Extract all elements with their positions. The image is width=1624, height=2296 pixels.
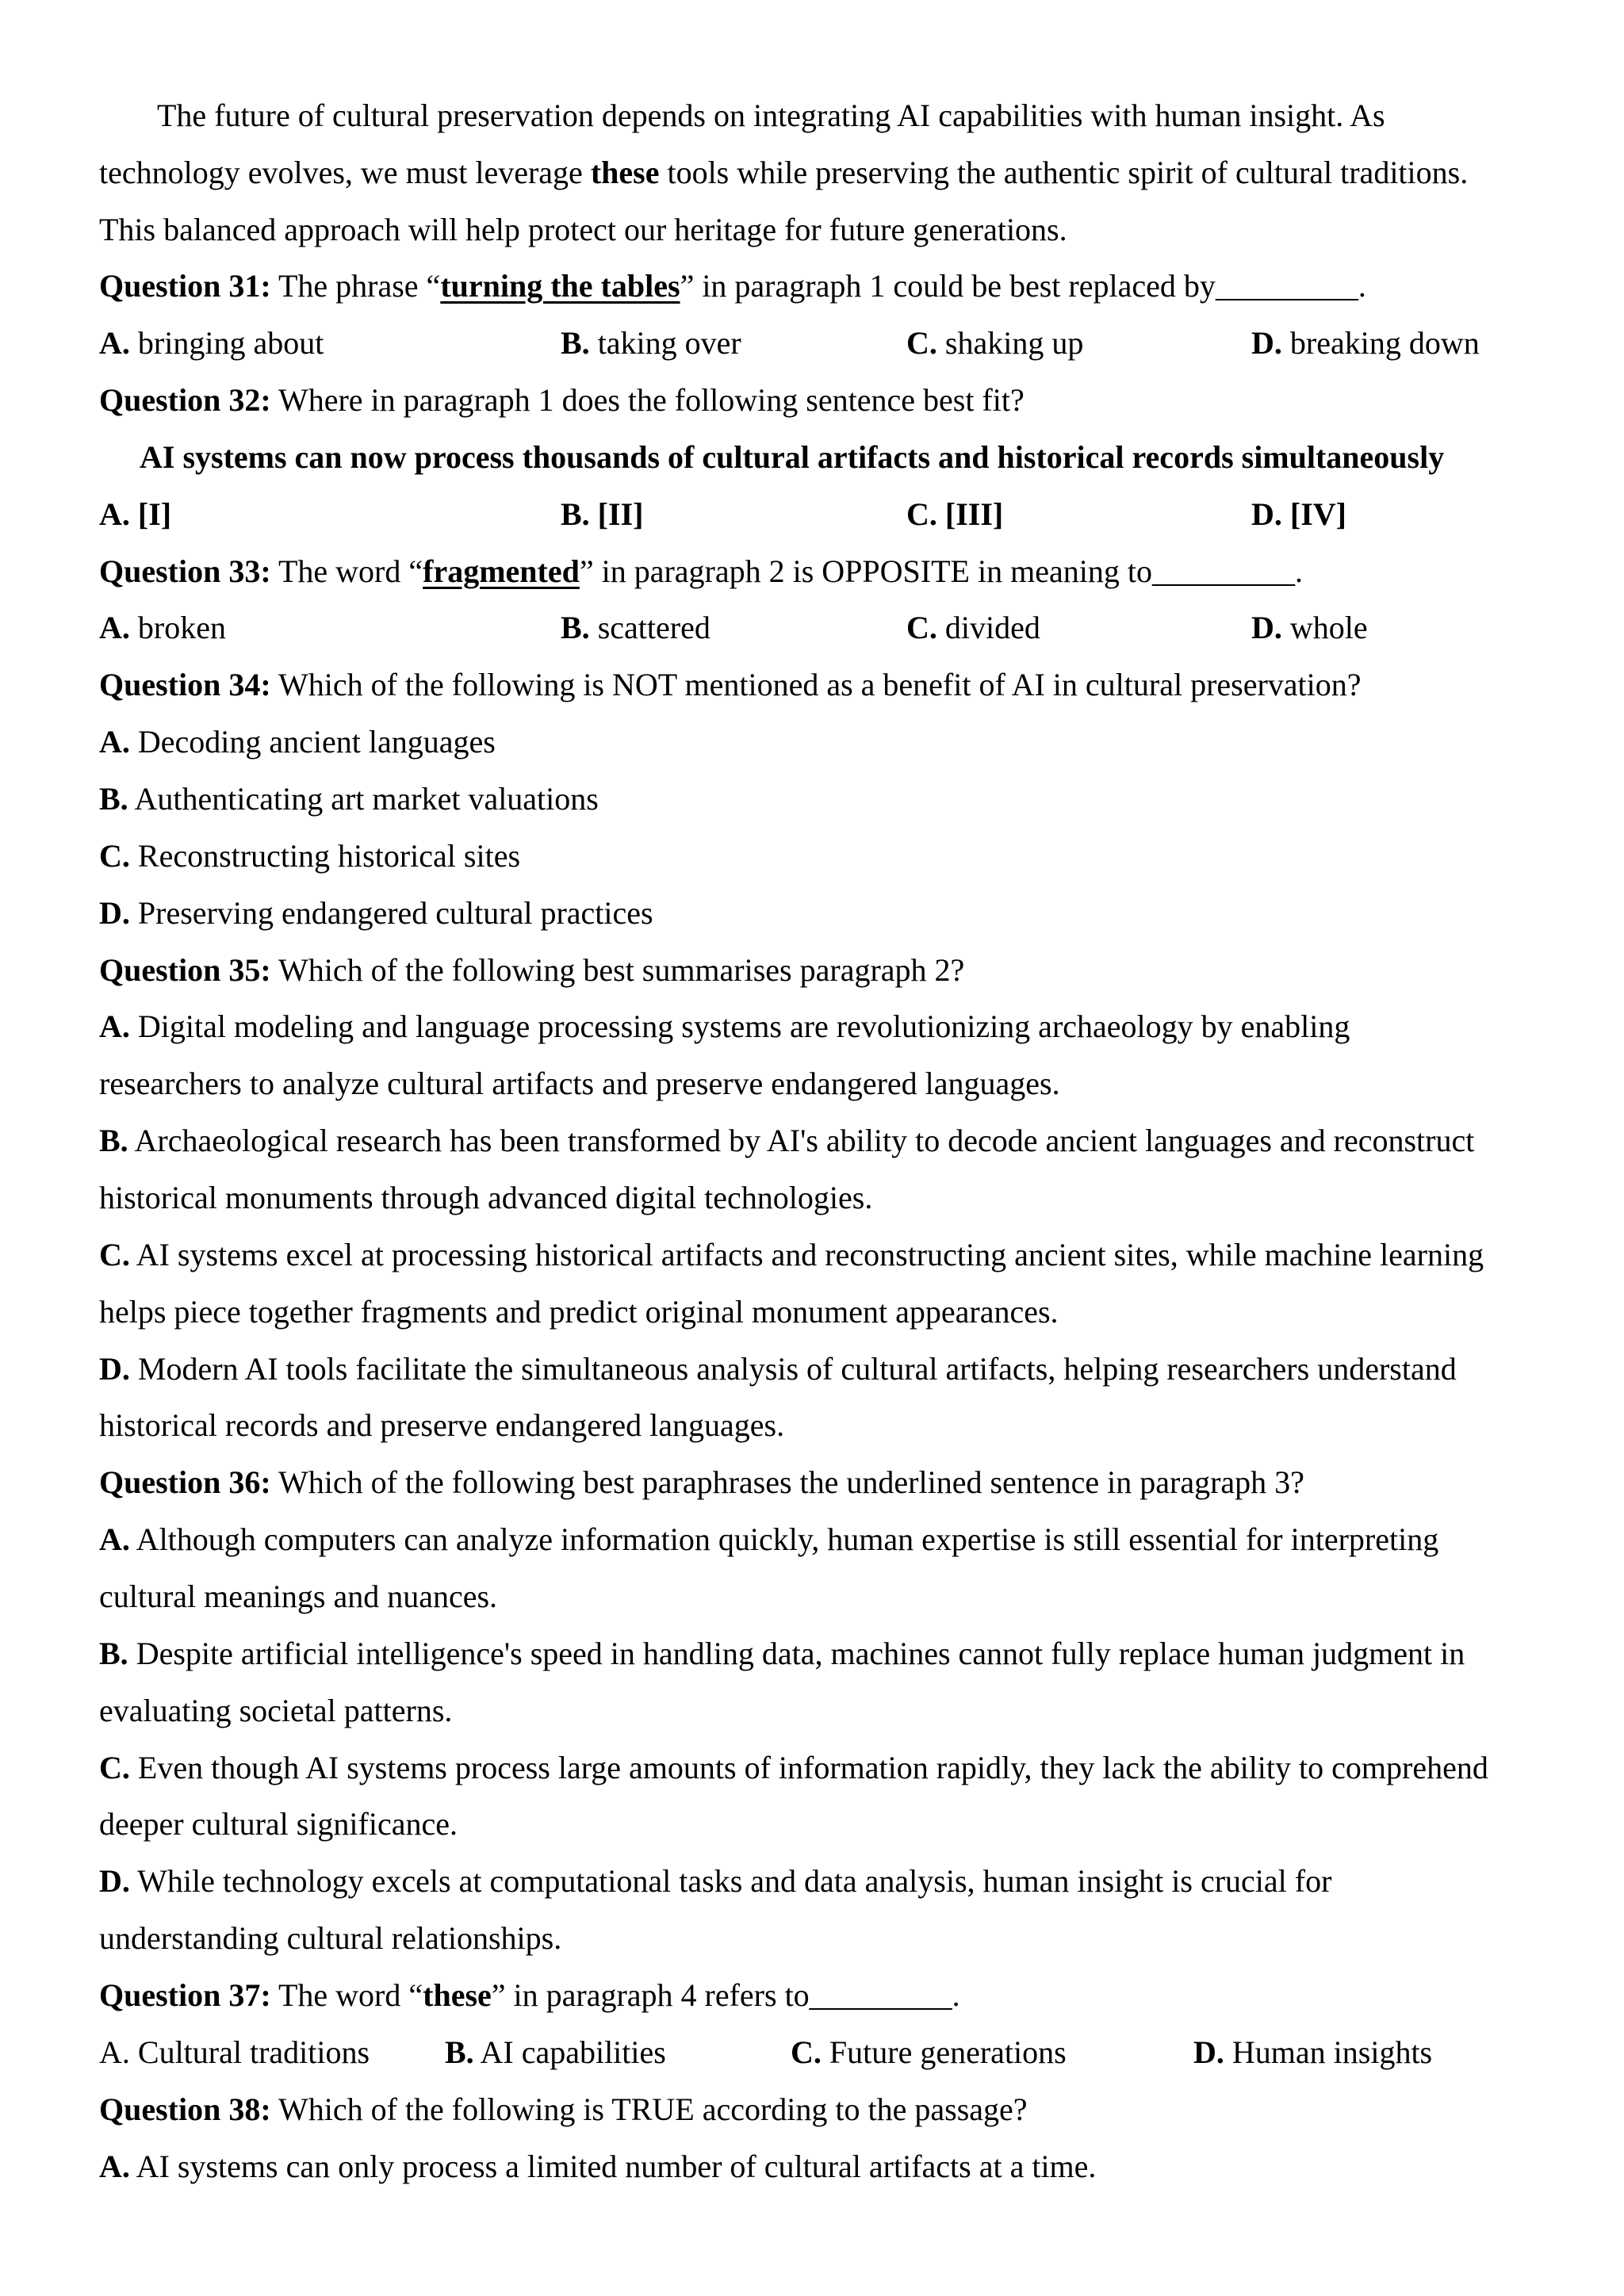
- option-text: Human insights: [1224, 2034, 1433, 2070]
- option-letter: C.: [791, 2034, 822, 2070]
- option-text: breaking down: [1281, 325, 1480, 361]
- option-b-cont: [99, 1179, 1537, 1217]
- option-b[interactable]: [99, 1635, 1537, 1673]
- question-37: [99, 1976, 1537, 2015]
- option-a[interactable]: [99, 1008, 1537, 1046]
- insert-sentence: [140, 438, 1537, 476]
- option-text: taking over: [589, 325, 741, 361]
- option-letter: B.: [99, 1123, 128, 1158]
- question-text: ” in paragraph 4 refers to_________.: [491, 1977, 960, 2013]
- option-letter: D.: [99, 1863, 130, 1899]
- passage-line: [157, 97, 1537, 135]
- option-c-cont: [99, 1293, 1537, 1331]
- underlined-word: fragmented: [423, 553, 580, 589]
- option-text: whole: [1281, 610, 1368, 645]
- option-text: AI systems can only process a limited number of cultural artifacts at a time.: [129, 2149, 1097, 2184]
- option-text: Authenticating art market valuations: [128, 781, 599, 817]
- option-letter: B.: [561, 325, 590, 361]
- option-text: Preserving endangered cultural practices: [129, 895, 653, 931]
- option-b[interactable]: [99, 780, 1537, 818]
- option-text: understanding cultural relationships.: [99, 1920, 562, 1956]
- option-a[interactable]: [99, 1521, 1537, 1559]
- option-letter: D.: [99, 895, 130, 931]
- question-34: [99, 666, 1537, 704]
- passage-line: [99, 211, 1537, 249]
- underlined-phrase: turning the tables: [440, 268, 680, 304]
- passage-text: This balanced approach will help protect our heritage for future generations.: [99, 212, 1067, 247]
- option-letter: B.: [99, 1636, 128, 1671]
- question-text: The phrase “: [270, 268, 441, 304]
- question-text: ” in paragraph 1 could be best replaced by_________.: [680, 268, 1366, 304]
- question-text: Which of the following best summarises paragraph 2?: [270, 952, 965, 988]
- question-text: Which of the following is NOT mentioned as a benefit of AI in cultural preservation?: [270, 667, 1362, 702]
- option-text: Archaeological research has been transformed by AI's ability to decode ancient languages and reconstruct: [128, 1123, 1475, 1158]
- option-text: scattered: [589, 610, 710, 645]
- option-text: Modern AI tools facilitate the simultaneous analysis of cultural artifacts, helping researchers understand: [129, 1351, 1457, 1387]
- option-text: divided: [936, 610, 1040, 645]
- option-text: bringing about: [129, 325, 324, 361]
- option-a[interactable]: [99, 2148, 1537, 2186]
- bold-word-these: these: [590, 155, 660, 190]
- bold-word: these: [423, 1977, 492, 2013]
- option-a[interactable]: [99, 2034, 370, 2072]
- option-text: AI systems excel at processing historical artifacts and reconstructing ancient sites, while machine learning: [129, 1237, 1484, 1272]
- option-b[interactable]: [445, 2034, 666, 2072]
- option-text: deeper cultural significance.: [99, 1806, 458, 1842]
- option-c[interactable]: [791, 2034, 1067, 2072]
- option-text: historical records and preserve endangered languages.: [99, 1407, 785, 1443]
- question-label: Question 32:: [99, 382, 271, 418]
- option-letter: A.: [99, 2149, 130, 2184]
- insert-sentence-text: AI systems can now process thousands of cultural artifacts and historical records simultaneously: [140, 439, 1445, 475]
- passage-text: tools while preserving the authentic spirit of cultural traditions.: [659, 155, 1469, 190]
- option-text: Digital modeling and language processing systems are revolutionizing archaeology by enabling: [129, 1008, 1350, 1044]
- question-text: Where in paragraph 1 does the following sentence best fit?: [270, 382, 1025, 418]
- option-letter: B.: [561, 610, 590, 645]
- option-text: Future generations: [821, 2034, 1067, 2070]
- option-d[interactable]: [1193, 2034, 1432, 2072]
- question-32: [99, 381, 1537, 419]
- option-letter: D.: [1193, 2034, 1224, 2070]
- option-letter: D.: [99, 1351, 130, 1387]
- option-a[interactable]: A. [I]: [99, 496, 172, 532]
- option-a[interactable]: [99, 609, 226, 647]
- option-letter: B.: [99, 781, 128, 817]
- option-text: helps piece together fragments and predict original monument appearances.: [99, 1294, 1059, 1330]
- option-d[interactable]: D. [IV]: [1251, 496, 1346, 532]
- passage-line: [99, 154, 1537, 192]
- option-d[interactable]: [1251, 324, 1480, 362]
- option-letter: B.: [445, 2034, 474, 2070]
- option-c[interactable]: [99, 1749, 1537, 1787]
- option-letter: C.: [906, 325, 937, 361]
- option-d[interactable]: [99, 1862, 1537, 1900]
- option-text: While technology excels at computational tasks and data analysis, human insight is crucial for: [129, 1863, 1332, 1899]
- option-text: historical monuments through advanced digital technologies.: [99, 1180, 873, 1215]
- option-text: Decoding ancient languages: [129, 724, 496, 760]
- option-text: AI capabilities: [473, 2034, 666, 2070]
- question-label: Question 34:: [99, 667, 271, 702]
- question-label: Question 33:: [99, 553, 271, 589]
- option-letter: C.: [99, 838, 130, 874]
- option-letter: A.: [99, 610, 130, 645]
- passage-text: The future of cultural preservation depends on integrating AI capabilities with human insight. As: [157, 98, 1385, 133]
- option-text: Even though AI systems process large amounts of information rapidly, they lack the ability to comprehend: [129, 1750, 1488, 1785]
- question-label: Question 35:: [99, 952, 271, 988]
- option-letter: D.: [1251, 325, 1282, 361]
- option-letter: A.: [99, 1008, 130, 1044]
- option-letter: C.: [906, 610, 937, 645]
- option-b[interactable]: B. [II]: [561, 496, 644, 532]
- option-c[interactable]: [906, 609, 1040, 647]
- option-b[interactable]: [561, 609, 710, 647]
- question-text: The word “: [270, 1977, 423, 2013]
- option-a-cont: [99, 1578, 1537, 1616]
- question-label: Question 37:: [99, 1977, 271, 2013]
- option-text: cultural meanings and nuances.: [99, 1578, 498, 1614]
- option-letter: C.: [99, 1750, 130, 1785]
- option-text: Despite artificial intelligence's speed in handling data, machines cannot fully replace human judgment in: [128, 1636, 1465, 1671]
- option-d[interactable]: [1251, 609, 1368, 647]
- option-a[interactable]: [99, 723, 1537, 761]
- option-d-cont: [99, 1919, 1537, 1957]
- option-b[interactable]: [561, 324, 741, 362]
- option-text: Although computers can analyze information quickly, human expertise is still essential for interpreting: [129, 1521, 1439, 1557]
- option-letter: A.: [99, 724, 130, 760]
- option-letter: A.: [99, 2034, 130, 2070]
- option-d-cont: [99, 1406, 1537, 1445]
- question-text: The word “: [270, 553, 423, 589]
- option-text: Reconstructing historical sites: [129, 838, 521, 874]
- option-letter: A.: [99, 1521, 130, 1557]
- option-d[interactable]: [99, 1350, 1537, 1388]
- option-a-cont: [99, 1065, 1537, 1103]
- option-a[interactable]: [99, 324, 324, 362]
- passage-text: technology evolves, we must leverage: [99, 155, 591, 190]
- option-text: Cultural traditions: [129, 2034, 370, 2070]
- question-text: Which of the following is TRUE according to the passage?: [270, 2091, 1028, 2127]
- option-text: shaking up: [936, 325, 1084, 361]
- option-c[interactable]: [99, 837, 1537, 875]
- option-letter: C.: [99, 1237, 130, 1272]
- option-d[interactable]: [99, 894, 1537, 932]
- option-c[interactable]: C. [III]: [906, 496, 1004, 532]
- question-36: [99, 1464, 1537, 1502]
- question-33: [99, 553, 1537, 591]
- option-c[interactable]: [906, 324, 1083, 362]
- question-35: [99, 951, 1537, 989]
- option-text: broken: [129, 610, 226, 645]
- option-b-cont: [99, 1692, 1537, 1730]
- option-c-cont: [99, 1805, 1537, 1843]
- question-text: Which of the following best paraphrases the underlined sentence in paragraph 3?: [270, 1464, 1304, 1500]
- question-label: Question 36:: [99, 1464, 271, 1500]
- option-letter: A.: [99, 325, 130, 361]
- question-label: Question 38:: [99, 2091, 271, 2127]
- option-text: researchers to analyze cultural artifacts and preserve endangered languages.: [99, 1066, 1060, 1101]
- question-label: Question 31:: [99, 268, 271, 304]
- option-text: evaluating societal patterns.: [99, 1693, 453, 1728]
- option-b[interactable]: [99, 1122, 1537, 1160]
- question-31: [99, 267, 1537, 305]
- question-text: ” in paragraph 2 is OPPOSITE in meaning to_________.: [579, 553, 1303, 589]
- option-letter: D.: [1251, 610, 1282, 645]
- question-38: [99, 2091, 1537, 2129]
- option-c[interactable]: [99, 1236, 1537, 1274]
